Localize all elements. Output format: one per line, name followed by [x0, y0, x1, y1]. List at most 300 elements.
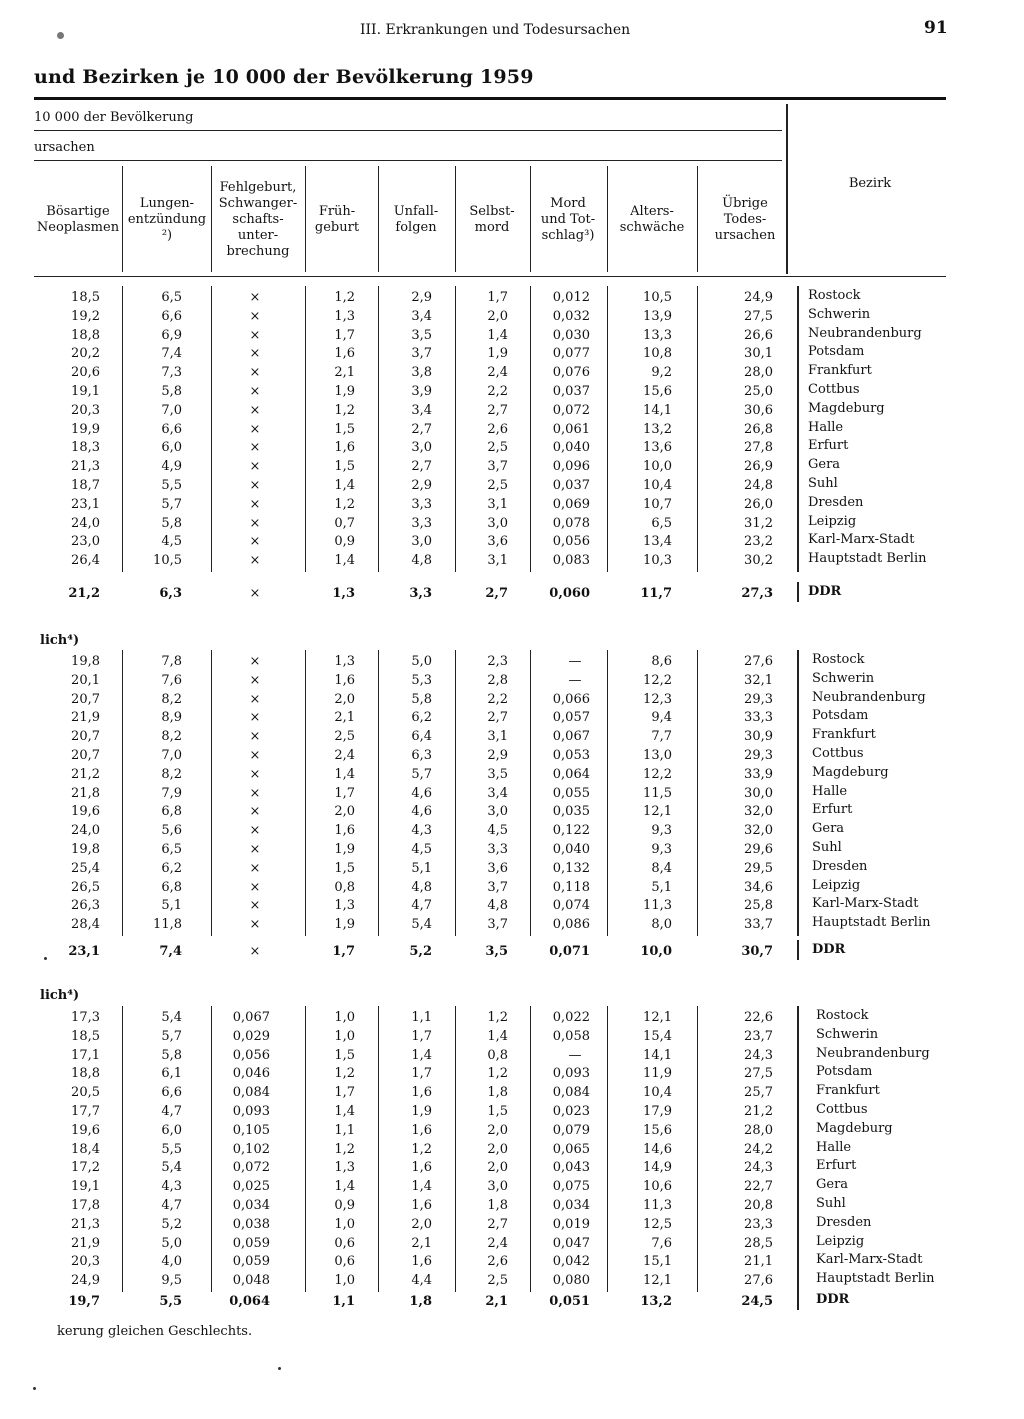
table-cell: 5,8 [411, 691, 432, 707]
table-cell: 12,2 [643, 672, 672, 688]
table-cell: 15,6 [643, 384, 672, 399]
table-cell: 21,9 [71, 710, 100, 726]
table-cell: 18,5 [71, 290, 100, 305]
table-cell: 10,7 [643, 496, 672, 512]
table-cell: 32,1 [744, 672, 773, 688]
table-cell: 1,5 [334, 459, 355, 475]
table-cell: 3,0 [411, 440, 432, 456]
total-cell: 11,7 [640, 586, 672, 601]
table-cell: 1,5 [487, 1104, 508, 1119]
table-cell: 12,1 [643, 1273, 672, 1289]
table-cell: 1,7 [487, 290, 508, 305]
bezirk-name: Schwerin [808, 306, 871, 322]
table-cell: 0,072 [232, 1160, 270, 1176]
table-cell: 20,2 [71, 346, 100, 362]
bezirk-name: Halle [816, 1139, 852, 1155]
total-cell: 1,8 [409, 1294, 432, 1309]
bezirk-name: Suhl [816, 1196, 846, 1211]
bezirk-body-separator [797, 650, 799, 936]
header-divider [122, 166, 123, 272]
scan-speck [44, 957, 47, 960]
table-cell: × [249, 384, 261, 399]
table-cell: 0,080 [552, 1273, 590, 1289]
table-cell: 10,5 [643, 290, 672, 305]
table-cell: 19,2 [71, 308, 100, 324]
table-cell: 0,056 [552, 534, 590, 550]
table-cell: 1,6 [334, 823, 355, 839]
title-rule [34, 97, 946, 100]
table-cell: 23,0 [71, 534, 100, 550]
table-cell: 6,9 [161, 327, 182, 343]
bezirk-name: Dresden [812, 858, 868, 874]
total-cell: 2,1 [485, 1294, 508, 1309]
table-cell: 1,4 [334, 1179, 355, 1195]
table-cell: 0,057 [552, 710, 590, 726]
table-cell: 11,9 [643, 1066, 672, 1082]
table-cell: 17,3 [71, 1010, 100, 1025]
table-cell: × [249, 515, 261, 531]
table-cell: 2,3 [487, 654, 508, 669]
table-cell: 13,3 [643, 327, 672, 343]
column-header: Bösartige Neoplasmen [36, 204, 120, 235]
body-divider [305, 650, 306, 936]
table-cell: 8,2 [161, 691, 182, 707]
table-cell: 7,9 [161, 785, 182, 801]
table-cell: 1,3 [334, 308, 355, 324]
table-cell: 7,0 [161, 402, 182, 418]
table-cell: 1,0 [334, 1028, 355, 1044]
table-cell: 0,9 [334, 1198, 355, 1213]
table-cell: × [249, 729, 261, 745]
table-cell: 3,7 [487, 917, 508, 933]
table-cell: 24,2 [744, 1141, 773, 1157]
table-cell: 4,6 [411, 804, 432, 820]
table-cell: 0,037 [552, 478, 590, 493]
table-cell: 32,0 [744, 823, 773, 839]
bezirk-name: Cottbus [812, 746, 864, 761]
table-cell: 21,8 [71, 785, 100, 801]
table-cell: 5,7 [411, 766, 432, 782]
table-cell: 1,4 [334, 1104, 355, 1119]
table-cell: 7,3 [161, 365, 182, 381]
table-cell: 29,3 [744, 691, 773, 707]
table-cell: 21,2 [744, 1104, 773, 1119]
table-cell: 1,4 [334, 478, 355, 493]
total-separator [797, 1290, 799, 1310]
table-cell: × [249, 459, 261, 475]
table-cell: 6,4 [411, 729, 432, 745]
table-cell: 4,5 [161, 534, 182, 550]
table-cell: 33,3 [744, 710, 773, 726]
table-cell: 3,1 [487, 729, 508, 745]
table-cell: 0,078 [552, 515, 590, 531]
table-cell: 0,084 [552, 1085, 590, 1101]
table-cell: 0,067 [232, 1010, 270, 1025]
table-cell: 1,6 [411, 1122, 432, 1138]
total-cell: 5,2 [409, 944, 432, 959]
table-cell: 5,1 [651, 879, 672, 895]
table-cell: 0,048 [232, 1273, 270, 1289]
table-cell: 24,0 [71, 515, 100, 531]
table-cell: 1,0 [334, 1273, 355, 1289]
total-cell: 0,060 [549, 586, 590, 601]
body-divider [607, 1006, 608, 1292]
body-divider [378, 286, 379, 572]
table-cell: 0,079 [552, 1122, 590, 1138]
table-cell: 2,0 [411, 1216, 432, 1232]
table-cell: 5,3 [411, 672, 432, 688]
table-cell: 1,2 [487, 1010, 508, 1025]
table-cell: 8,2 [161, 766, 182, 782]
table-cell: 0,047 [552, 1235, 590, 1251]
table-cell: × [249, 534, 261, 550]
table-cell: × [249, 496, 261, 512]
table-cell: — [568, 654, 582, 669]
table-cell: 31,2 [744, 515, 773, 531]
table-cell: 2,0 [334, 691, 355, 707]
table-cell: 5,8 [161, 1047, 182, 1063]
bezirk-name: Frankfurt [808, 363, 872, 379]
table-cell: 6,2 [161, 860, 182, 876]
table-cell: 26,9 [744, 459, 773, 475]
bezirk-name: Erfurt [808, 438, 849, 454]
total-cell: 13,2 [640, 1294, 672, 1309]
table-cell: 15,4 [643, 1028, 672, 1044]
section-label: lich⁴) [40, 988, 80, 1003]
table-cell: 14,1 [643, 402, 672, 418]
table-cell: 12,1 [643, 1010, 672, 1025]
table-cell: × [249, 308, 261, 324]
table-cell: 12,3 [643, 691, 672, 707]
table-cell: 26,8 [744, 421, 773, 437]
table-cell: 6,0 [161, 1122, 182, 1138]
table-cell: 0,035 [552, 804, 590, 820]
table-cell: 3,7 [411, 346, 432, 362]
column-header: Selbst- mord [469, 204, 515, 235]
total-cell: × [249, 586, 261, 601]
table-cell: 3,3 [411, 496, 432, 512]
table-cell: 1,0 [334, 1010, 355, 1025]
bezirk-name: Gera [816, 1177, 849, 1193]
table-cell: 4,7 [411, 898, 432, 914]
table-cell: 0,132 [552, 860, 590, 876]
table-cell: 4,7 [161, 1104, 182, 1119]
running-head: III. Erkrankungen und Todesursachen [360, 22, 631, 38]
column-header: Früh- geburt [314, 204, 360, 235]
table-cell: 25,4 [71, 860, 100, 876]
total-cell: 1,1 [332, 1294, 355, 1309]
table-cell: 27,6 [744, 1273, 773, 1289]
table-cell: 0,083 [552, 553, 590, 569]
bezirk-name: Neubrandenburg [812, 689, 926, 705]
total-cell: 0,051 [549, 1294, 590, 1309]
table-cell: × [249, 804, 261, 820]
table-cell: 25,8 [744, 898, 773, 914]
body-divider [378, 1006, 379, 1292]
table-cell: 1,6 [334, 672, 355, 688]
table-cell: 1,4 [487, 327, 508, 343]
total-cell: × [249, 944, 261, 959]
total-cell: 1,7 [332, 944, 355, 959]
bezirk-name: Karl-Marx-Stadt [816, 1252, 923, 1268]
table-cell: 26,3 [71, 898, 100, 914]
table-cell: 1,2 [334, 1066, 355, 1082]
table-cell: 1,4 [487, 1028, 508, 1044]
bezirk-name: Suhl [808, 476, 838, 491]
table-cell: 0,064 [552, 766, 590, 782]
table-cell: 5,1 [411, 860, 432, 876]
table-cell: 0,056 [232, 1047, 270, 1063]
table-cell: 0,8 [334, 879, 355, 895]
bezirk-name: Cottbus [808, 382, 860, 397]
table-cell: 8,4 [651, 860, 672, 876]
table-cell: 0,023 [552, 1104, 590, 1119]
bezirk-name: Rostock [816, 1008, 869, 1023]
table-cell: 22,7 [744, 1179, 773, 1195]
total-cell: 3,3 [409, 586, 432, 601]
table-cell: 0,093 [232, 1104, 270, 1119]
table-cell: 1,6 [411, 1254, 432, 1270]
table-cell: 0,030 [552, 327, 590, 343]
table-cell: 0,059 [232, 1254, 270, 1270]
bezirk-name: Karl-Marx-Stadt [808, 532, 915, 548]
table-cell: 0,096 [552, 459, 590, 475]
table-cell: 1,4 [411, 1047, 432, 1063]
table-cell: 34,6 [744, 879, 773, 895]
table-cell: 20,3 [71, 402, 100, 418]
body-divider [122, 286, 123, 572]
table-cell: 7,0 [161, 748, 182, 763]
body-divider [305, 1006, 306, 1292]
table-cell: 1,9 [334, 917, 355, 933]
table-cell: 4,5 [487, 823, 508, 839]
table-cell: × [249, 553, 261, 569]
table-cell: 5,5 [161, 478, 182, 493]
table-cell: 18,4 [71, 1141, 100, 1157]
table-cell: 4,5 [411, 842, 432, 857]
table-cell: 0,046 [232, 1066, 270, 1082]
table-cell: 10,6 [643, 1179, 672, 1195]
table-cell: 0,122 [552, 823, 590, 839]
bezirk-name: Magdeburg [808, 400, 885, 416]
table-cell: 23,7 [744, 1028, 773, 1044]
table-cell: 5,0 [411, 654, 432, 669]
table-cell: × [249, 440, 261, 456]
table-cell: 0,7 [334, 515, 355, 531]
table-cell: 20,7 [71, 691, 100, 707]
table-cell: 2,7 [487, 710, 508, 726]
table-cell: 15,1 [643, 1254, 672, 1270]
table-cell: 29,5 [744, 860, 773, 876]
table-cell: 19,8 [71, 654, 100, 669]
table-cell: × [249, 748, 261, 763]
table-cell: 3,7 [487, 879, 508, 895]
total-cell: 30,7 [741, 944, 773, 959]
table-cell: 6,6 [161, 421, 182, 437]
table-cell: 10,5 [153, 553, 182, 569]
subheading-rule-1 [34, 130, 782, 131]
table-cell: 4,0 [161, 1254, 182, 1270]
table-cell: 6,8 [161, 804, 182, 820]
table-cell: 0,074 [552, 898, 590, 914]
table-cell: 1,6 [411, 1085, 432, 1101]
table-cell: 13,6 [643, 440, 672, 456]
table-cell: 0,025 [232, 1179, 270, 1195]
table-cell: × [249, 842, 261, 857]
table-cell: 8,6 [651, 654, 672, 669]
table-cell: 1,1 [411, 1010, 432, 1025]
table-cell: 4,3 [411, 823, 432, 839]
table-cell: 30,9 [744, 729, 773, 745]
scan-speck [278, 1367, 281, 1370]
body-divider [455, 286, 456, 572]
table-cell: 0,6 [334, 1254, 355, 1270]
table-cell: 13,0 [643, 748, 672, 763]
bezirk-name: Potsdam [812, 708, 869, 724]
table-cell: 1,6 [411, 1198, 432, 1213]
body-divider [211, 1006, 212, 1292]
total-cell: 27,3 [741, 586, 773, 601]
table-cell: 0,105 [232, 1122, 270, 1138]
table-cell: × [249, 823, 261, 839]
table-cell: 4,7 [161, 1198, 182, 1213]
bezirk-name: Erfurt [812, 802, 853, 818]
table-cell: 0,072 [552, 402, 590, 418]
table-cell: 20,5 [71, 1085, 100, 1101]
table-cell: × [249, 879, 261, 895]
table-cell: 27,8 [744, 440, 773, 456]
table-cell: 10,4 [643, 1085, 672, 1101]
table-cell: 2,7 [411, 421, 432, 437]
total-cell: 6,3 [159, 586, 182, 601]
table-cell: 28,4 [71, 917, 100, 933]
table-cell: 0,040 [552, 440, 590, 456]
table-cell: × [249, 672, 261, 688]
table-cell: 33,9 [744, 766, 773, 782]
table-cell: 10,0 [643, 459, 672, 475]
table-cell: 0,6 [334, 1235, 355, 1251]
bezirk-body-separator [797, 1006, 799, 1292]
table-cell: 1,7 [334, 1085, 355, 1101]
table-cell: 24,9 [744, 290, 773, 305]
table-cell: 24,0 [71, 823, 100, 839]
body-divider [378, 650, 379, 936]
bezirk-name: Hauptstadt Berlin [816, 1271, 935, 1287]
table-cell: 1,7 [334, 785, 355, 801]
table-cell: 5,6 [161, 823, 182, 839]
table-cell: 0,042 [552, 1254, 590, 1270]
table-cell: 1,5 [334, 421, 355, 437]
table-cell: 25,7 [744, 1085, 773, 1101]
table-cell: 2,5 [487, 440, 508, 456]
table-cell: 1,7 [334, 327, 355, 343]
body-divider [211, 650, 212, 936]
table-cell: 1,2 [334, 1141, 355, 1157]
table-cell: 21,1 [744, 1254, 773, 1270]
table-cell: 5,7 [161, 496, 182, 512]
table-cell: 2,8 [487, 672, 508, 688]
bezirk-name: Magdeburg [816, 1120, 893, 1136]
column-header: Mord und Tot- schlag³) [540, 196, 596, 243]
table-cell: 0,034 [552, 1198, 590, 1213]
total-bezirk: DDR [808, 584, 842, 599]
table-cell: 24,9 [71, 1273, 100, 1289]
table-cell: 2,7 [487, 402, 508, 418]
table-cell: 0,034 [232, 1198, 270, 1213]
body-divider [607, 650, 608, 936]
table-cell: 2,9 [411, 478, 432, 493]
page-title: und Bezirken je 10 000 der Bevölkerung 1959 [34, 66, 534, 88]
footnote: kerung gleichen Geschlechts. [57, 1324, 253, 1339]
table-cell: 1,3 [334, 898, 355, 914]
total-cell: 5,5 [159, 1294, 182, 1309]
bezirk-name: Dresden [808, 494, 864, 510]
column-header: Unfall- folgen [393, 204, 439, 235]
bezirk-header: Bezirk [848, 176, 892, 191]
total-cell: 24,5 [741, 1294, 773, 1309]
body-divider [530, 650, 531, 936]
table-cell: 6,3 [411, 748, 432, 763]
table-cell: 12,1 [643, 804, 672, 820]
table-cell: 2,4 [487, 1235, 508, 1251]
table-cell: 0,043 [552, 1160, 590, 1176]
table-cell: 17,8 [71, 1198, 100, 1213]
table-cell: 4,6 [411, 785, 432, 801]
table-cell: 11,8 [153, 917, 182, 933]
table-cell: 1,9 [487, 346, 508, 362]
table-cell: 2,0 [487, 308, 508, 324]
table-cell: 3,4 [411, 402, 432, 418]
table-cell: 1,5 [334, 860, 355, 876]
table-cell: × [249, 917, 261, 933]
body-divider [530, 286, 531, 572]
table-cell: × [249, 478, 261, 493]
table-cell: 20,6 [71, 365, 100, 381]
table-cell: 2,1 [334, 365, 355, 381]
table-cell: 17,9 [643, 1104, 672, 1119]
table-cell: 24,8 [744, 478, 773, 493]
column-header: Alters- schwäche [619, 204, 685, 235]
table-cell: 5,7 [161, 1028, 182, 1044]
total-bezirk: DDR [812, 942, 846, 957]
total-separator [797, 582, 799, 602]
table-cell: 30,6 [744, 402, 773, 418]
table-cell: 1,3 [334, 654, 355, 669]
table-cell: 3,0 [411, 534, 432, 550]
total-cell: 2,7 [485, 586, 508, 601]
table-cell: 20,1 [71, 672, 100, 688]
table-cell: 21,3 [71, 1216, 100, 1232]
table-cell: 1,9 [334, 842, 355, 857]
body-divider [697, 650, 698, 936]
table-cell: × [249, 691, 261, 707]
table-cell: 1,5 [334, 1047, 355, 1063]
table-cell: 1,4 [334, 553, 355, 569]
table-cell: 1,6 [411, 1160, 432, 1176]
table-cell: 30,1 [744, 346, 773, 362]
table-cell: × [249, 898, 261, 914]
ink-dot [57, 32, 64, 39]
table-cell: 19,9 [71, 421, 100, 437]
table-cell: 24,3 [744, 1160, 773, 1176]
table-cell: 1,9 [334, 384, 355, 399]
table-cell: 2,2 [487, 691, 508, 707]
table-cell: × [249, 654, 261, 669]
total-cell: 3,5 [485, 944, 508, 959]
table-cell: 27,5 [744, 308, 773, 324]
bezirk-name: Rostock [808, 288, 861, 303]
bezirk-name: Karl-Marx-Stadt [812, 896, 919, 912]
